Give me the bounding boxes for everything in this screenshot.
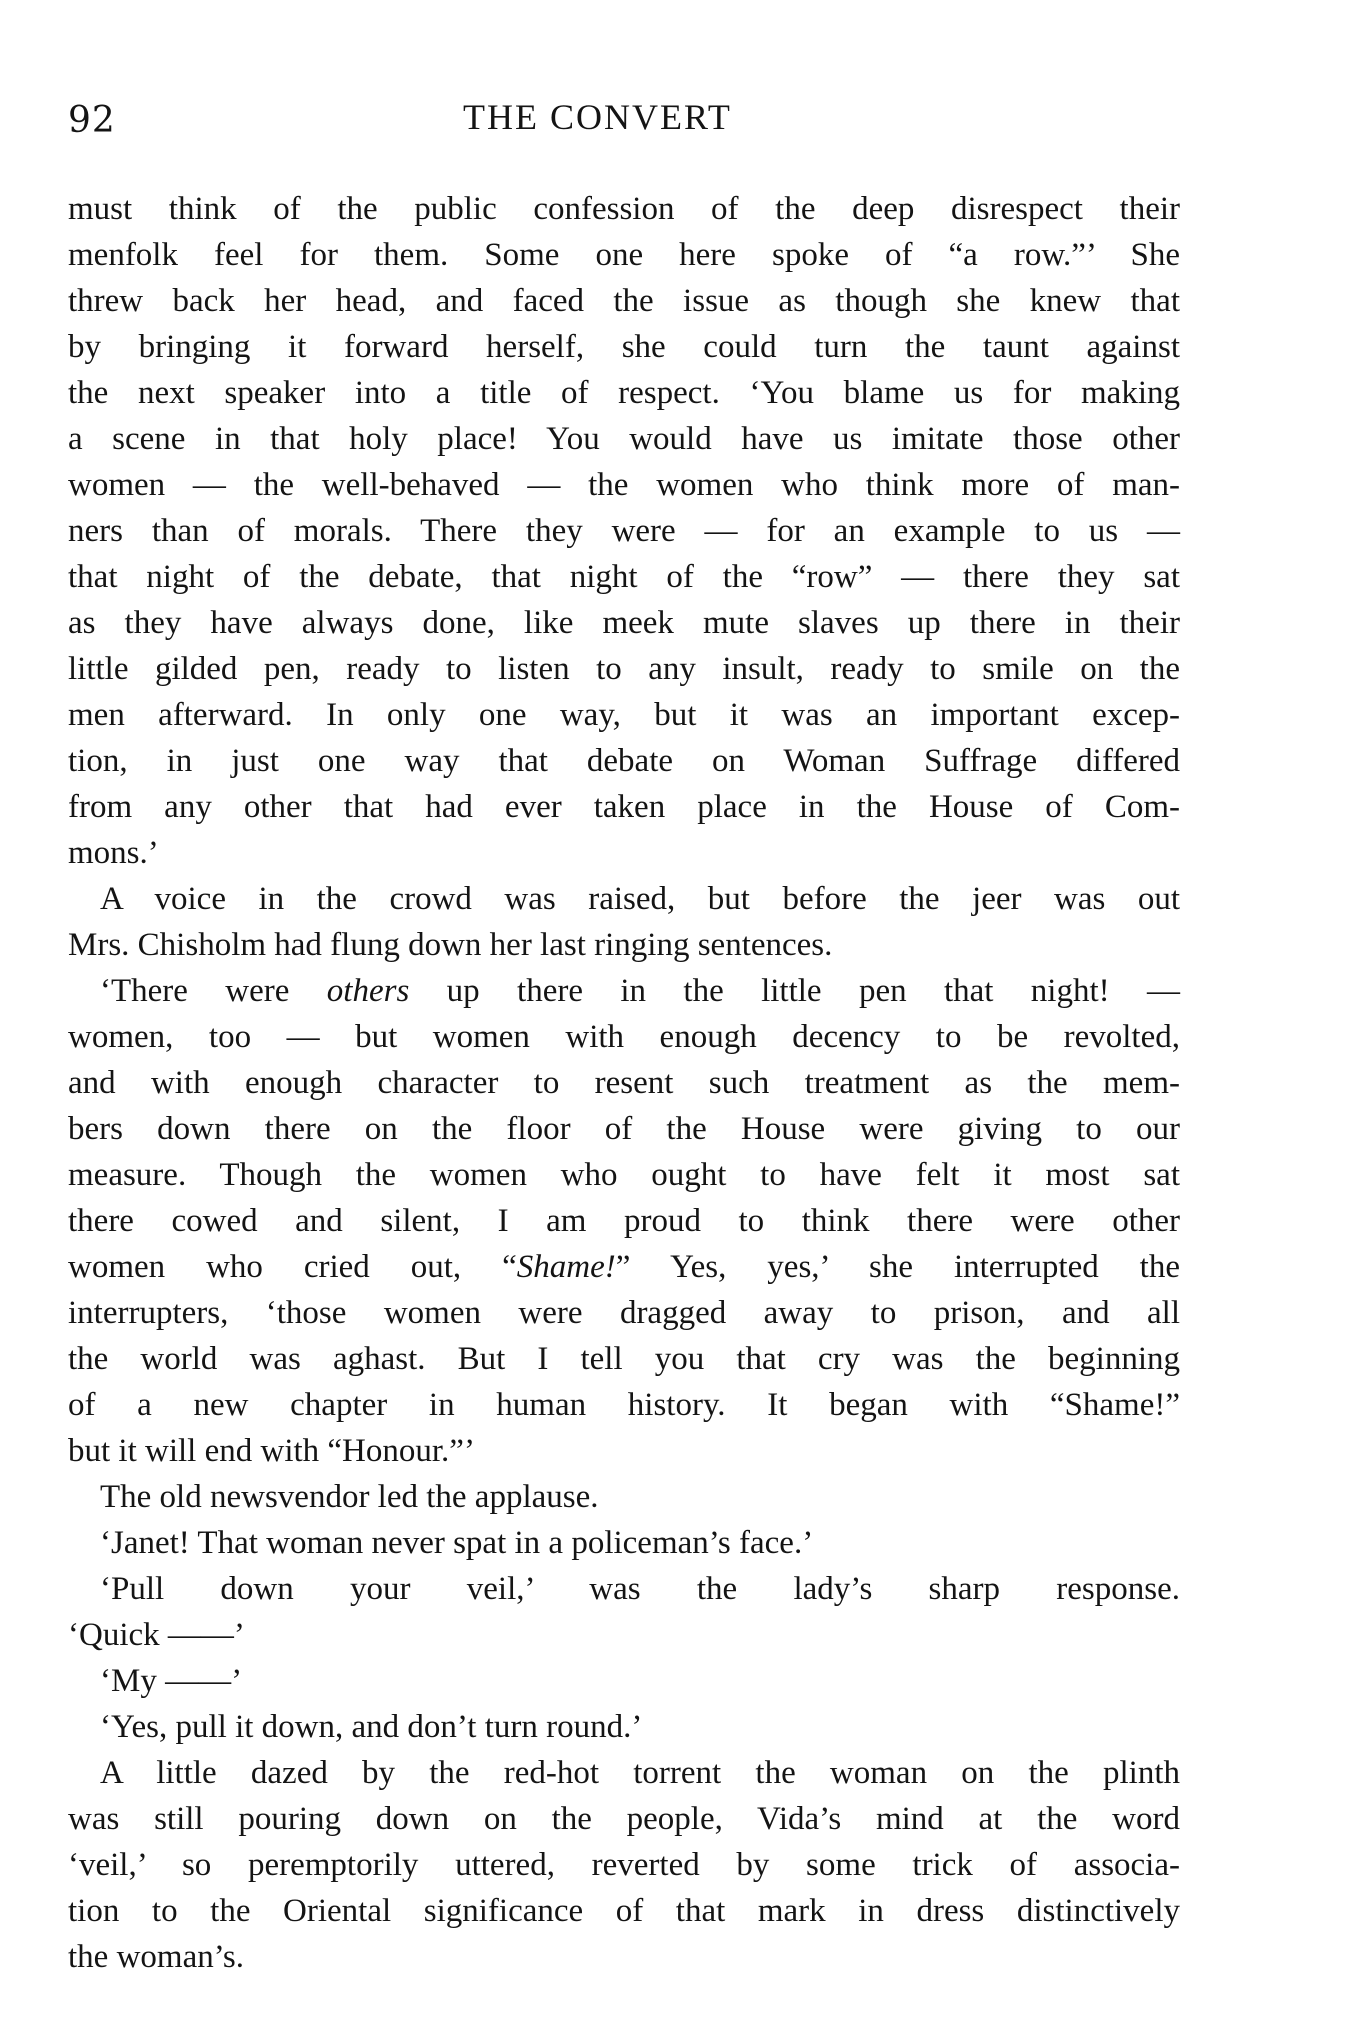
text-line: by bringing it forward herself, she could turn the taunt against [68, 329, 1180, 365]
text-line: women — the well-behaved — the women who think more of man- [68, 467, 1180, 503]
text-fragment: up there in the little pen that night! — [409, 973, 1181, 1009]
text-line: ‘Janet! That woman never spat in a policeman’s face.’ [100, 1525, 814, 1561]
page-number: 92 [68, 100, 116, 141]
text-line: as they have always done, like meek mute slaves up there in their [68, 605, 1180, 641]
text-line: a scene in that holy place! You would have us imitate those other [68, 421, 1180, 457]
text-line: interrupters, ‘those women were dragged away to prison, and all [68, 1295, 1180, 1331]
text-fragment: ” Yes, yes,’ she interrupted the [615, 1249, 1180, 1285]
text-line: mons.’ [68, 835, 159, 871]
text-line: The old newsvendor led the applause. [100, 1479, 599, 1515]
running-title: THE CONVERT [463, 97, 732, 137]
text-line: but it will end with “Honour.”’ [68, 1433, 475, 1469]
text-line: that night of the debate, that night of the “row” — there they sat [68, 559, 1180, 595]
text-line: Mrs. Chisholm had flung down her last ringing sentences. [68, 927, 833, 963]
text-line: of a new chapter in human history. It began with “Shame!” [68, 1387, 1180, 1423]
text-line: ‘My ——’ [100, 1663, 243, 1699]
text-line: A little dazed by the red-hot torrent the woman on the plinth [100, 1755, 1180, 1791]
text-line: threw back her head, and faced the issue as though she knew that [68, 283, 1180, 319]
text-line: was still pouring down on the people, Vida’s mind at the word [68, 1801, 1180, 1837]
text-line: measure. Though the women who ought to have felt it most sat [68, 1157, 1180, 1193]
emphasis-others: others [326, 973, 410, 1009]
text-line: men afterward. In only one way, but it was an important excep- [68, 697, 1180, 733]
text-line: A voice in the crowd was raised, but before the jeer was out [100, 881, 1180, 917]
body-text [68, 186, 1180, 1980]
running-head [68, 92, 1188, 142]
text-line: ‘Yes, pull it down, and don’t turn round.’ [100, 1709, 643, 1745]
text-line: and with enough character to resent such treatment as the mem- [68, 1065, 1180, 1101]
text-line-shame [68, 1244, 1180, 1290]
text-line: ‘Pull down your veil,’ was the lady’s sharp response. [100, 1571, 1180, 1607]
text-line: women, too — but women with enough decency to be revolted, [68, 1019, 1180, 1055]
emphasis-shame: Shame! [516, 1249, 616, 1285]
text-line: the woman’s. [68, 1939, 244, 1975]
text-line: the world was aghast. But I tell you that cry was the beginning [68, 1341, 1180, 1377]
text-line: must think of the public confession of the deep disrespect their [68, 191, 1180, 227]
text-line: ‘veil,’ so peremptorily uttered, reverted by some trick of associa- [68, 1847, 1180, 1883]
text-line: tion, in just one way that debate on Woman Suffrage differed [68, 743, 1180, 779]
text-fragment: ‘There were [100, 973, 327, 1009]
text-line: tion to the Oriental significance of that mark in dress distinctively [68, 1893, 1180, 1929]
text-line: there cowed and silent, I am proud to think there were other [68, 1203, 1180, 1239]
text-line-others [68, 968, 1180, 1014]
text-line: from any other that had ever taken place in the House of Com- [68, 789, 1180, 825]
text-line: bers down there on the floor of the House were giving to our [68, 1111, 1180, 1147]
text-line: ners than of morals. There they were — for an example to us — [68, 513, 1180, 549]
text-line: menfolk feel for them. Some one here spoke of “a row.”’ She [68, 237, 1180, 273]
text-line: little gilded pen, ready to listen to any insult, ready to smile on the [68, 651, 1180, 687]
text-line: ‘Quick ——’ [68, 1617, 245, 1653]
text-line: the next speaker into a title of respect. ‘You blame us for making [68, 375, 1180, 411]
text-fragment: women who cried out, “ [68, 1249, 517, 1285]
